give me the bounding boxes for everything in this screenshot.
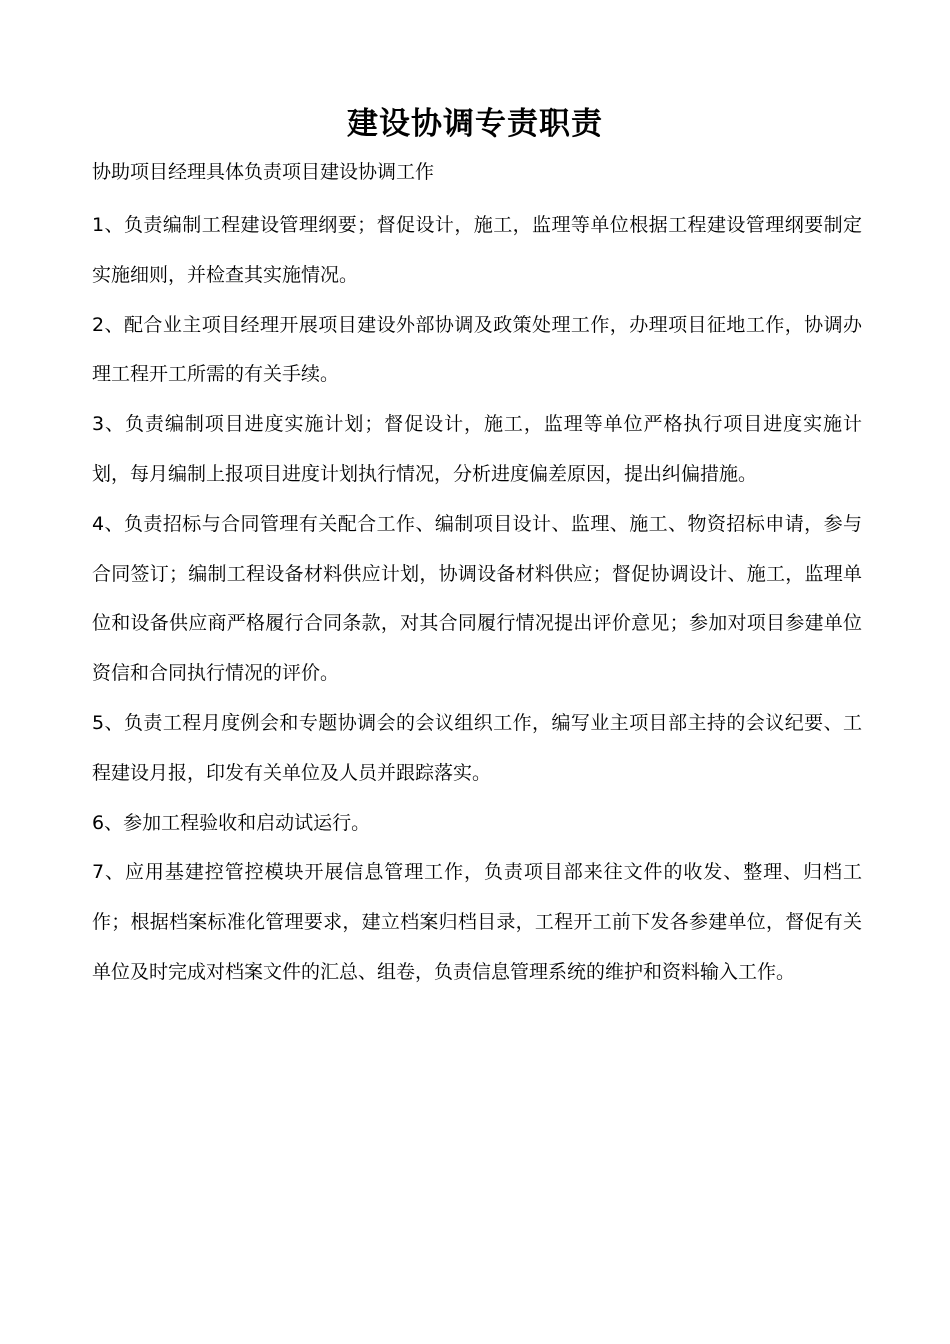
duty-item-3: 3、负责编制项目进度实施计划；督促设计，施工，监理等单位严格执行项目进度实施计划，每月编制上报项目进度计划执行情况，分析进度偏差原因，提出纠偏措施。 [92,413,862,485]
duty-item-4: 4、负责招标与合同管理有关配合工作、编制项目设计、监理、施工、物资招标申请，参与合同签订；编制工程设备材料供应计划，协调设备材料供应；督促协调设计、施工，监理单位和设备供应商严格履行合同条款，对其合同履行情况提出评价意见；参加对项目参建单位资信和合同执行情况的评价。 [92,512,862,685]
duty-item-1: 1、负责编制工程建设管理纲要；督促设计，施工，监理等单位根据工程建设管理纲要制定实施细则，并检查其实施情况。 [92,214,862,286]
duty-item-2: 2、配合业主项目经理开展项目建设外部协调及政策处理工作，办理项目征地工作，协调办理工程开工所需的有关手续。 [92,313,862,386]
duty-list [92,201,862,998]
intro-paragraph: 协助项目经理具体负责项目建设协调工作 [92,161,435,183]
duty-item-5: 5、负责工程月度例会和专题协调会的会议组织工作，编写业主项目部主持的会议纪要、工程建设月报，印发有关单位及人员并跟踪落实。 [92,711,862,784]
document-title: 建设协调专责职责 [347,106,603,142]
duty-item-7: 7、应用基建控管控模块开展信息管理工作，负责项目部来往文件的收发、整理、归档工作；根据档案标准化管理要求，建立档案归档目录，工程开工前下发各参建单位，督促有关单位及时完成对档案文件的汇总、组卷，负责信息管理系统的维护和资料输入工作。 [92,861,862,983]
duty-item-6: 6、参加工程验收和启动试运行。 [92,811,371,834]
